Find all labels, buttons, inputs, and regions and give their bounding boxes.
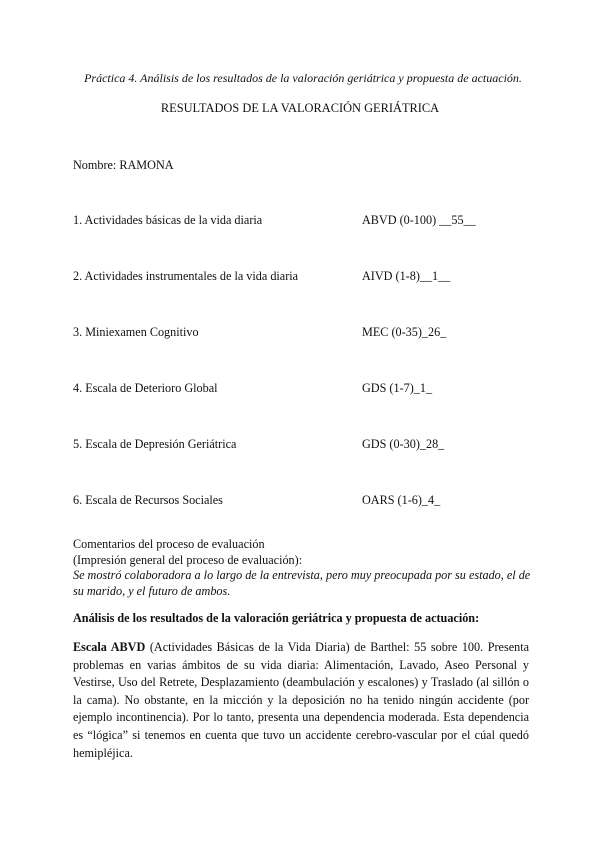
patient-name: Nombre: RAMONA xyxy=(73,158,174,172)
analysis-text: (Actividades Básicas de la Vida Diaria) de Barthel: 55 sobre 100. Presenta problemas en varias ámbitos de su vida diaria: Alimentación, Lavado, Aseo Personal y Vestirse, Uso del Retrete, Desplazamiento (deambulación y escalones) y Traslado (al sillón o la cama). No obstante, en la micción y la deposición no ha tenido ningún accidente (por ejemplo incontinencia). Por lo tanto, presenta una dependencia moderada. Esta dependencia es “lógica” si tenemos en cuenta que tuvo un accidente cerebro-vascular por el cúal quedó hemipléjica. xyxy=(73,640,529,760)
comments-text: Se mostró colaboradora a lo largo de la entrevista, pero muy preocupada por su estado, el de su marido, y el futuro de ambos. xyxy=(73,568,531,598)
scale-label: 2. Actividades instrumentales de la vida diaria xyxy=(73,269,299,283)
scale-row-gds-depresion xyxy=(73,437,533,453)
scale-value: GDS (0-30)_28_ xyxy=(362,437,445,451)
scale-label: 5. Escala de Depresión Geriátrica xyxy=(73,437,237,451)
analysis-paragraph xyxy=(73,639,529,762)
scale-value: AIVD (1-8)__1__ xyxy=(362,269,451,283)
scale-row-mec xyxy=(73,325,533,341)
scale-value: OARS (1-6)_4_ xyxy=(362,493,441,507)
scale-row-gds-deterioro xyxy=(73,381,533,397)
scale-label: 1. Actividades básicas de la vida diaria xyxy=(73,213,263,227)
evaluation-comments xyxy=(73,537,535,599)
scale-value: MEC (0-35)_26_ xyxy=(362,325,447,339)
analysis-scale-name: Escala ABVD xyxy=(73,640,146,654)
scale-value: GDS (1-7)_1_ xyxy=(362,381,433,395)
scale-row-aivd xyxy=(73,269,533,285)
scale-label: 6. Escala de Recursos Sociales xyxy=(73,493,223,507)
comments-subheading: (Impresión general del proceso de evaluación): xyxy=(73,552,303,567)
document-title: RESULTADOS DE LA VALORACIÓN GERIÁTRICA xyxy=(160,101,440,115)
scale-row-oars xyxy=(73,493,533,509)
scale-label: 4. Escala de Deterioro Global xyxy=(73,381,218,395)
scale-row-abvd xyxy=(73,213,533,229)
scale-value: ABVD (0-100) __55__ xyxy=(362,213,476,227)
document-subtitle: Práctica 4. Análisis de los resultados de la valoración geriátrica y propuesta de actuación. xyxy=(84,71,522,85)
comments-heading: Comentarios del proceso de evaluación xyxy=(73,537,265,551)
analysis-heading: Análisis de los resultados de la valoración geriátrica y propuesta de actuación: xyxy=(73,611,480,625)
scale-label: 3. Miniexamen Cognitivo xyxy=(73,325,199,339)
